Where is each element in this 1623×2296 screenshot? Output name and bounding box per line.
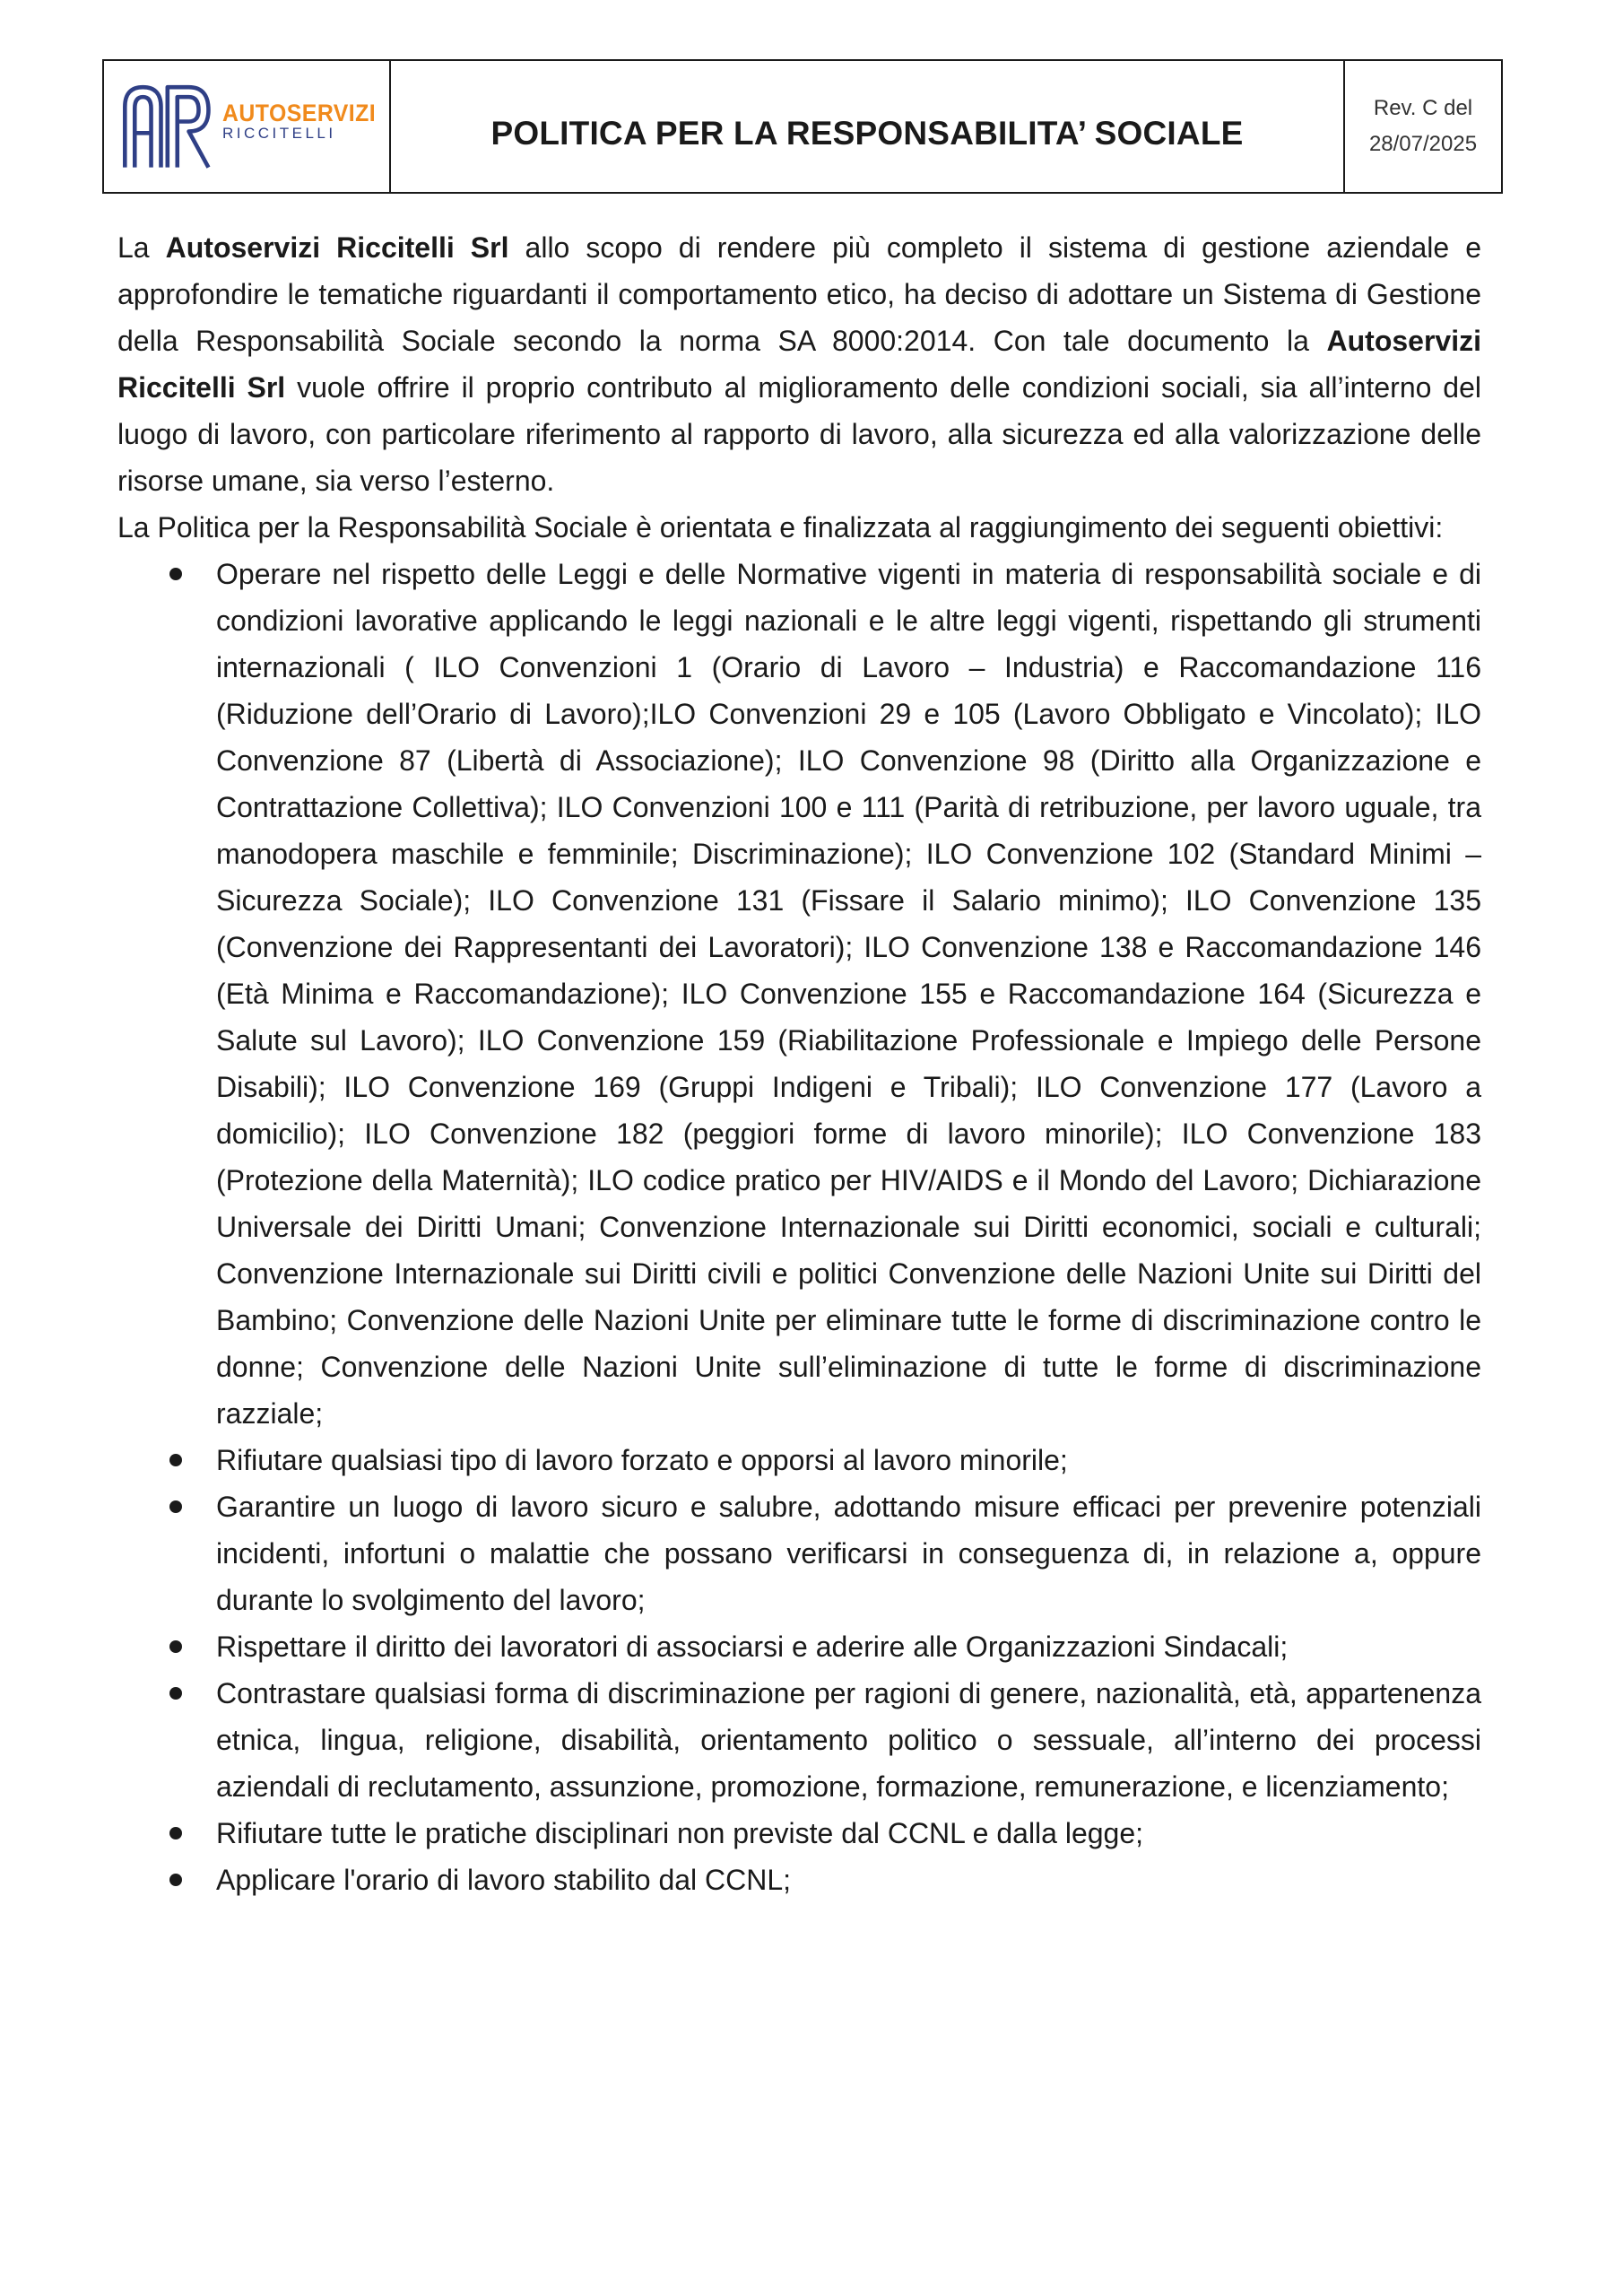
- objective-text: Garantire un luogo di lavoro sicuro e salubre, adottando misure efficaci per prevenire potenziali incidenti, infortuni o malattie che possano verificarsi in conseguenza di, in relazione a, oppure durante lo svolgimento del lavoro;: [216, 1491, 1481, 1616]
- document-body: [117, 224, 1481, 1903]
- list-item: [117, 1670, 1481, 1810]
- bullet-icon: [169, 1827, 182, 1839]
- objective-text: Rispettare il diritto dei lavoratori di associarsi e aderire alle Organizzazioni Sindacali;: [216, 1631, 1289, 1663]
- ar-logo-icon: [118, 78, 213, 175]
- bullet-icon: [169, 1640, 182, 1653]
- bullet-icon: [169, 1687, 182, 1700]
- list-item: [117, 1437, 1481, 1483]
- intro-paragraph: [117, 224, 1481, 504]
- company-logo: [104, 61, 391, 192]
- list-item: [117, 551, 1481, 1437]
- list-item: [117, 1623, 1481, 1670]
- intro-text-middle: allo scopo di rendere più completo il sistema di gestione aziendale e approfondire le tematiche riguardanti il comportamento etico, ha deciso di adottare un Sistema di Gestione della Responsabilità Sociale secondo la norma SA 8000:2014. Con tale documento la: [117, 231, 1482, 357]
- logo-company-name: AUTOSERVIZI: [221, 100, 377, 126]
- intro-text-end: vuole offrire il proprio contributo al miglioramento delle condizioni sociali, sia all’interno del luogo di lavoro, con particolare riferimento al rapporto di lavoro, alla sicurezza ed alla valorizzazione delle risorse umane, sia verso l’esterno.: [117, 371, 1482, 497]
- objectives-list: [117, 551, 1481, 1903]
- list-item: [117, 1483, 1481, 1623]
- intro-text-start: La: [117, 231, 166, 264]
- bullet-icon: [169, 568, 182, 580]
- logo-text: [222, 100, 389, 152]
- objective-text: Contrastare qualsiasi forma di discriminazione per ragioni di genere, nazionalità, età, appartenenza etnica, lingua, religione, disabilità, orientamento politico o sessuale, all’interno dei processi aziendali di reclutamento, assunzione, promozione, formazione, remunerazione, e licenziamento;: [216, 1677, 1481, 1803]
- objectives-intro: La Politica per la Responsabilità Sociale è orientata e finalizzata al raggiungimento dei seguenti obiettivi:: [117, 511, 1444, 544]
- objective-text: Applicare l'orario di lavoro stabilito dal CCNL;: [216, 1864, 792, 1896]
- objective-text: Rifiutare qualsiasi tipo di lavoro forzato e opporsi al lavoro minorile;: [216, 1444, 1068, 1476]
- document-title: POLITICA PER LA RESPONSABILITA’ SOCIALE: [391, 61, 1345, 192]
- company-name-bold: Autoservizi Riccitelli Srl: [165, 231, 509, 264]
- logo-company-subname: RICCITELLI: [221, 125, 336, 142]
- revision-date: 28/07/2025: [1368, 132, 1478, 156]
- objective-text: Rifiutare tutte le pratiche disciplinari non previste dal CCNL e dalla legge;: [216, 1817, 1144, 1849]
- objective-text: Operare nel rispetto delle Leggi e delle Normative vigenti in materia di responsabilità sociale e di condizioni lavorative applicando le leggi nazionali e le altre leggi vigenti, rispettando gli strumenti internazionali ( ILO Convenzioni 1 (Orario di Lavoro – Industria) e Raccomandazione 116 (Riduzione dell’Orario di Lavoro);ILO Convenzioni 29 e 105 (Lavoro Obbligato e Vincolato); ILO Convenzione 87 (Libertà di Associazione); ILO Convenzione 98 (Diritto alla Organizzazione e Contrattazione Collettiva); ILO Convenzioni 100 e 111 (Parità di retribuzione, per lavoro uguale, tra manodopera maschile e femminile; Discriminazione); ILO Convenzione 102 (Standard Minimi – Sicurezza Sociale); ILO Convenzione 131 (Fissare il Salario minimo); ILO Convenzione 135 (Convenzione dei Rappresentanti dei Lavoratori); ILO Convenzione 138 e Raccomandazione 146 (Età Minima e Raccomandazione); ILO Convenzione 155 e Raccomandazione 164 (Sicurezza e Salute sul Lavoro); ILO Convenzione 159 (Riabilitazione Professionale e Impiego delle Persone Disabili); ILO Convenzione 169 (Gruppi Indigeni e Tribali); ILO Convenzione 177 (Lavoro a domicilio); ILO Convenzione 182 (peggiori forme di lavoro minorile); ILO Convenzione 183 (Protezione della Maternità); ILO codice pratico per HIV/AIDS e il Mondo del Lavoro; Dichiarazione Universale dei Diritti Umani; Convenzione Internazionale sui Diritti economici, sociali e culturali; Convenzione Internazionale sui Diritti civili e politici Convenzione delle Nazioni Unite sui Diritti del Bambino; Convenzione delle Nazioni Unite per eliminare tutte le forme di discriminazione contro le donne; Convenzione delle Nazioni Unite sull’eliminazione di tutte le forme di discriminazione razziale;: [216, 558, 1481, 1430]
- bullet-icon: [169, 1500, 182, 1513]
- revision-label: Rev. C del: [1373, 96, 1473, 120]
- document-header: [102, 59, 1503, 194]
- bullet-icon: [169, 1454, 182, 1466]
- list-item: [117, 1810, 1481, 1857]
- list-item: [117, 1857, 1481, 1903]
- bullet-icon: [169, 1874, 182, 1886]
- company-name-bold: Autoservizi Riccitelli Srl: [117, 325, 1481, 404]
- revision-info: [1345, 61, 1501, 192]
